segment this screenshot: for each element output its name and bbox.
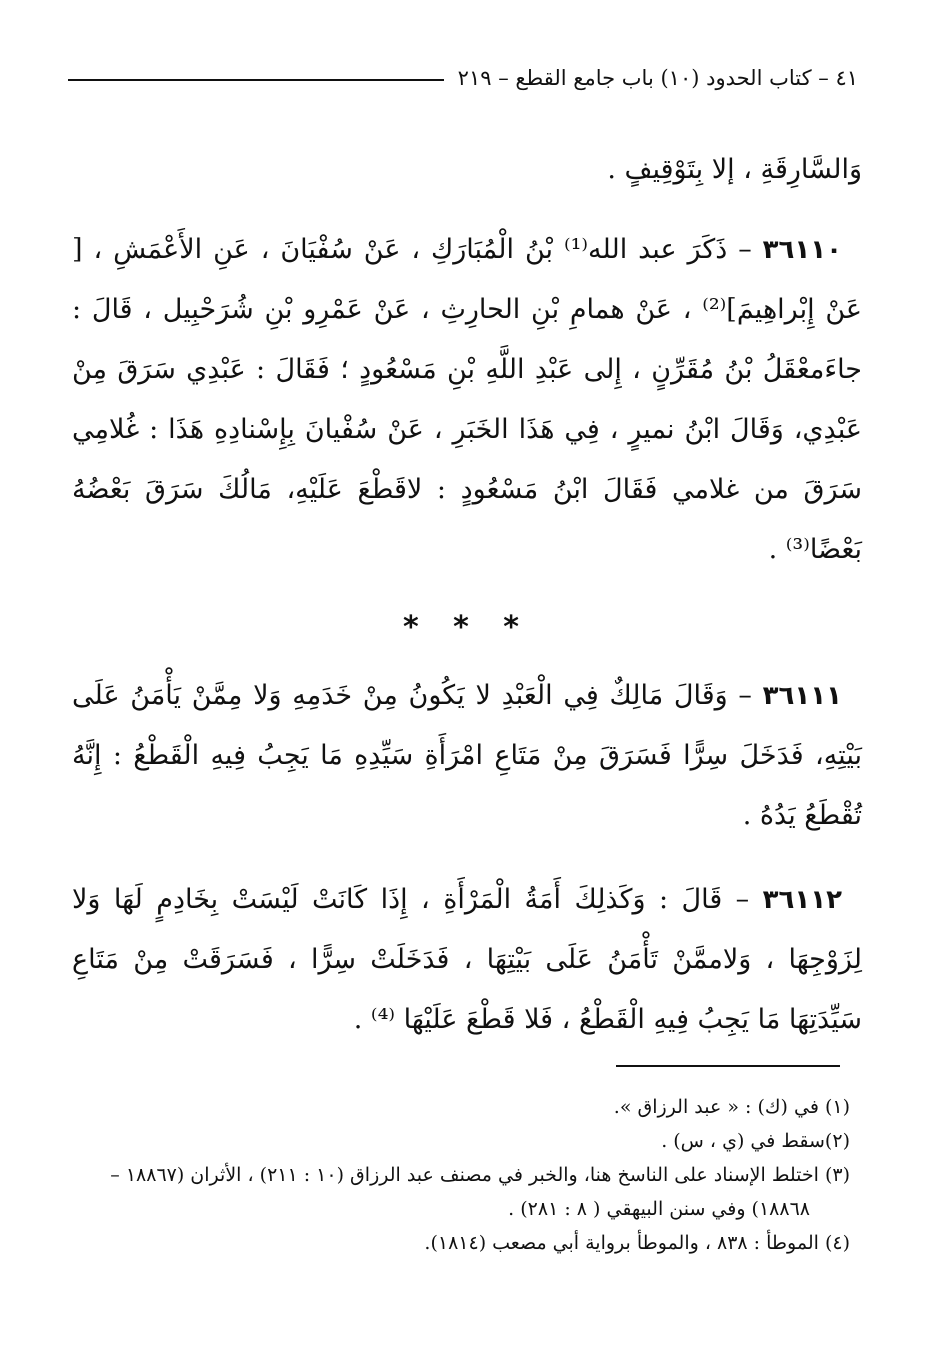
entry-text: – ذَكَرَ عبد الله⁽¹⁾ بْنُ الْمُبَارَكِ ، عَنْ سُفْيَانَ ، عَنِ الأَعْمَشِ ، [ عَنْ إِبْراهِيمَ]⁽²⁾ ، عَنْ همامِ بْنِ الحارِثِ ، عَنْ عَمْرِو بْنِ شُرَحْبِيل ، قَالَ : جاءَمعْقَلُ بْنُ مُقَرِّنٍ ، إِلى عَبْدِ اللَّهِ بْنِ مَسْعُودٍ ؛ فَقَالَ : عَبْدِي سَرَقَ مِنْ عَبْدِي، وَقَالَ ابْنُ نميرٍ ، فِي هَذَا الخَبَرِ ، عَنْ سُفْيانَ بِإِسْنادِهِ هَذَا : غُلامِي سَرَقَ من غلامي فَقَالَ ابْنُ مَسْعُودٍ : لاقَطْعَ عَلَيْهِ، مَالُكَ سَرَقَ بَعْضُهُ بَعْضًا⁽³⁾ . [72,234,862,565]
entry-number: ٣٦١١١ [762,681,842,711]
paragraph-continuation: وَالسَّارِقَةِ ، إلا بِتَوْقِيفٍ . [607,154,862,185]
running-title: ٤١ – كتاب الحدود (١٠) باب جامع القطع – ٢١٩ [457,66,858,90]
entry-text: – قَالَ : وَكَذلِكَ أَمَةُ الْمَرْأَةِ ، إِذَا كَانَتْ لَيْسَتْ بِخَادِمٍ لَهَا وَلا لِزَوْجِهَا ، وَلاممَّنْ تَأْمَنُ عَلَى بَيْتِهَا ، فَدَخَلَتْ سِرًّا ، فَسَرَقَتْ مِنْ مَتَاعِ سَيِّدَتِهَا مَا يَجِبُ فِيهِ الْقَطْعُ ، فَلا قَطْعَ عَلَيْهَا ⁽⁴⁾ . [72,884,862,1035]
footnotes [72,1090,850,1260]
paragraph-36111 [72,666,862,846]
paragraph-36110 [72,220,862,580]
footnote-rule [616,1065,840,1067]
footnote-3-continuation: ١٨٨٦٨) وفي سنن البيهقي ( ٨ : ٢٨١) . [508,1198,810,1220]
footnote-2: (٢)سقط في (ي ، س) . [661,1130,850,1152]
footnote-3: (٣) اختلط الإسناد على الناسخ هنا، والخبر في مصنف عبد الرزاق (١٠ : ٢١١) ، الأثران (١٨٨٦٧ – [110,1164,850,1186]
paragraph-36112 [72,870,862,1050]
main-text [72,140,862,1050]
entry-number: ٣٦١١٢ [762,885,842,915]
header-rule [68,79,444,81]
entry-text: – وَقَالَ مَالِكٌ فِي الْعَبْدِ لا يَكُونُ مِنْ خَدَمِهِ وَلا مِمَّنْ يَأْمَنُ عَلَى بَيْتِهِ، فَدَخَلَ سِرًّا فَسَرَقَ مِنْ مَتَاعِ امْرَأَةِ سَيِّدِهِ مَا يَجِبُ فِيهِ الْقَطْعُ : إِنَّهُ تُقْطَعُ يَدُهُ . [72,680,862,831]
footnote-4: (٤) الموطأ : ٨٣٨ ، والموطأ برواية أبي مصعب (١٨١٤). [424,1232,850,1254]
section-separator: * * * [403,610,531,645]
footnote-1: (١) في (ك) : « عبد الرزاق ». [613,1096,850,1118]
running-header [68,62,858,94]
entry-number: ٣٦١١٠ [762,235,843,265]
